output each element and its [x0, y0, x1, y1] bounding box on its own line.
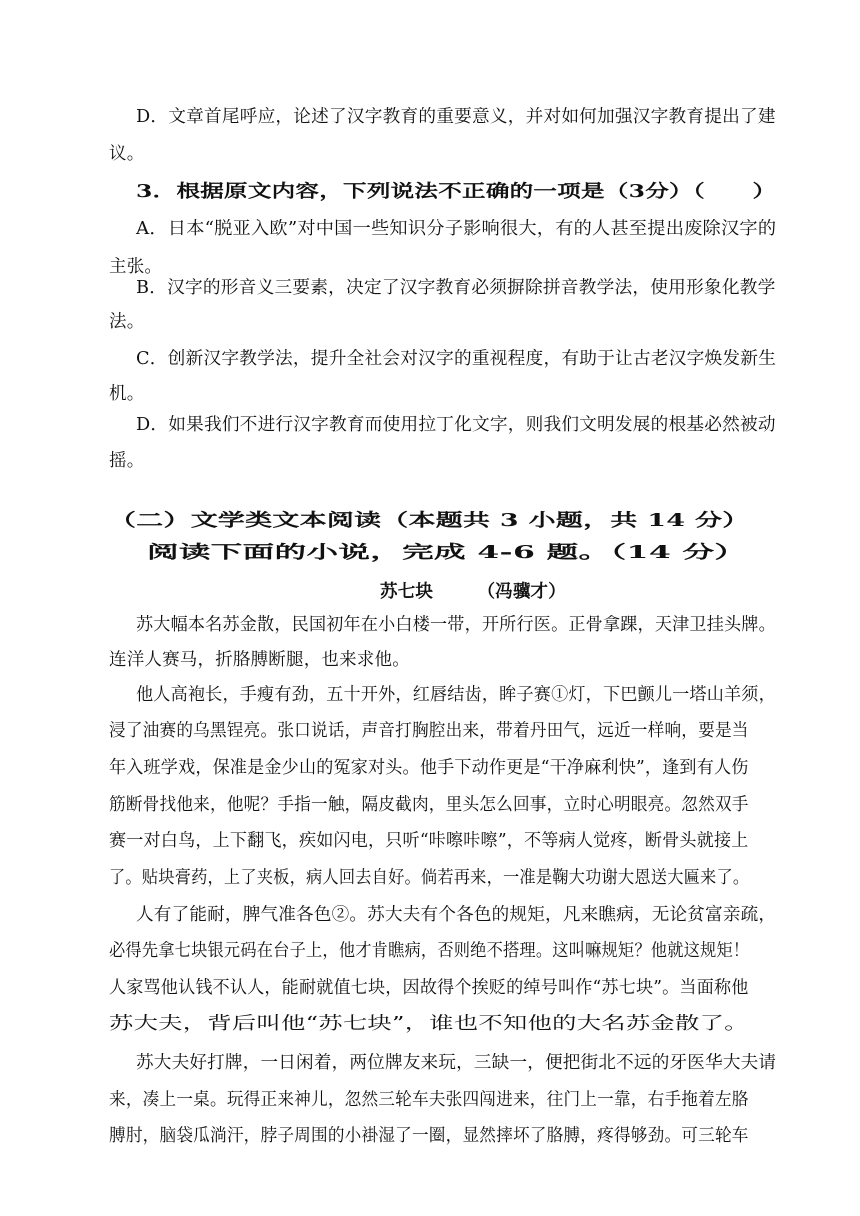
- option-b-line-2: 法。: [109, 312, 145, 332]
- option-a-line-2: 主张。: [109, 257, 163, 277]
- option-b-line-1: B．汉字的形音义三要素，决定了汉字教育必须摒除拼音教学法，使用形象化教学: [136, 278, 776, 298]
- paragraph-line: 苏大幅本名苏金散，民国初年在小白楼一带，开所行医。正骨拿踝，天津卫挂头牌。: [136, 615, 776, 635]
- option-a-line-1: A．日本“脱亚入欧”对中国一些知识分子影响很大，有的人甚至提出废除汉字的: [136, 219, 777, 239]
- paragraph-line: 膊肘，脑袋瓜淌汗，脖子周围的小褂湿了一圈，显然摔坏了胳膊，疼得够劲。可三轮车: [109, 1126, 749, 1146]
- paragraph-line: 人有了能耐，脾气准各色②。苏大夫有个各色的规矩，凡来瞧病，无论贫富亲疏，: [136, 905, 777, 925]
- reading-instruction: 阅读下面的小说，完成 4-6 题。（14 分）: [147, 543, 747, 563]
- paragraph-line: 苏大夫好打牌，一日闲着，两位牌友来玩，三缺一，便把街北不远的牙医华大夫请: [136, 1053, 777, 1073]
- option-d-line-1: D．文章首尾呼应，论述了汉字教育的重要意义，并对如何加强汉字教育提出了建: [136, 107, 776, 127]
- paragraph-line: 苏大夫，背后叫他“苏七块”，谁也不知他的大名苏金散了。: [109, 1014, 749, 1034]
- paragraph-line: 必得先拿七块银元码在台子上，他才肯瞧病，否则绝不搭理。这叫嘛规矩？他就这规矩！: [109, 941, 750, 961]
- paragraph-line: 来，凑上一桌。玩得正来神儿，忽然三轮车夫张四闯进来，往门上一靠，右手拖着左胳: [109, 1090, 749, 1110]
- option-d2-line-1: D．如果我们不进行汉字教育而使用拉丁化文字，则我们文明发展的根基必然被动: [136, 415, 776, 435]
- question-3-title: 3．根据原文内容，下列说法不正确的一项是（3分）（ ）: [136, 182, 777, 202]
- paragraph-line: 连洋人赛马，折胳膊断腿，也来求他。: [109, 650, 410, 670]
- option-c-line-2: 机。: [109, 384, 145, 404]
- option-d-line-2: 议。: [109, 144, 145, 164]
- paragraph-line: 筋断骨找他来，他呢？手指一触，隔皮截肉，里头怎么回事，立时心明眼亮。忽然双手: [109, 795, 749, 815]
- story-title: 苏七块 （冯骥才）: [380, 582, 566, 602]
- option-d2-line-2: 摇。: [109, 451, 145, 471]
- paragraph-line: 了。贴块膏药，上了夹板，病人回去自好。倘若再来，一准是鞠大功谢大恩送大匾来了。: [109, 868, 750, 888]
- section-heading: （二）文学类文本阅读（本题共 3 小题，共 14 分）: [109, 511, 750, 531]
- paragraph-line: 年入班学戏，保准是金少山的冤家对头。他手下动作更是“干净麻利快”，逢到有人伤: [109, 758, 749, 778]
- paragraph-line: 浸了油赛的乌黑锃亮。张口说话，声音打胸腔出来，带着丹田气，远近一样响，要是当: [109, 721, 749, 741]
- paragraph-line: 他人高袍长，手瘦有劲，五十开外，红唇结齿，眸子赛①灯，下巴颤儿一塔山羊须，: [136, 685, 776, 705]
- option-c-line-1: C．创新汉字教学法，提升全社会对汉字的重视程度，有助于让古老汉字焕发新生: [136, 349, 777, 369]
- paragraph-line: 人家骂他认钱不认人，能耐就值七块，因故得个挨贬的绰号叫作“苏七块”。当面称他: [109, 978, 749, 998]
- paragraph-line: 赛一对白鸟，上下翻飞，疾如闪电，只听“咔嚓咔嚓”，不等病人觉疼，断骨头就接上: [109, 831, 749, 851]
